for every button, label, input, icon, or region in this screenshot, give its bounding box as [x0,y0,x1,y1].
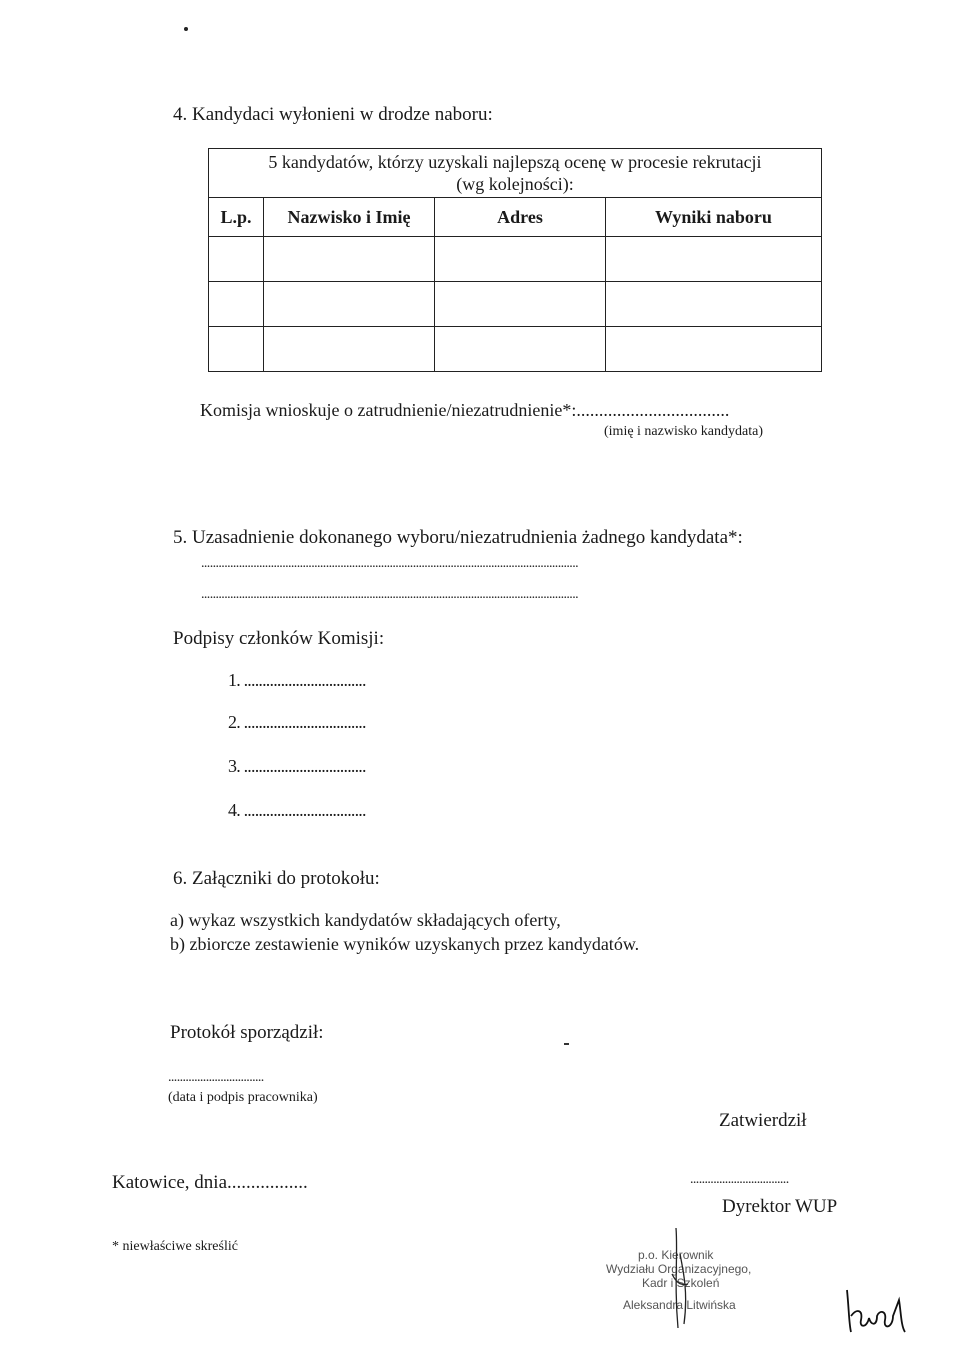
director-signature-dots: .................................. [690,1172,789,1187]
table-cell [264,237,435,282]
city-date: Katowice, dnia................. [112,1172,308,1193]
footnote: * niewłaściwe skreślić [112,1239,238,1254]
table-caption-line-2: (wg kolejności): [456,174,574,194]
justification-line-1: .................................................................................................................................. [201,556,579,571]
stamp-line-1: p.o. Kierownik [638,1248,714,1262]
table-cell [209,327,264,372]
column-header-address: Adres [435,198,606,237]
scan-mark [564,1043,569,1045]
table-row [209,237,822,282]
director-title: Dyrektor WUP [722,1196,838,1217]
section-6-heading: 6. Załączniki do protokołu: [173,868,380,889]
section-5-heading: 5. Uzasadnienie dokonanego wyboru/niezatrudnienia żadnego kandydata*: [173,527,743,548]
signature-line-3: 3. ................................. [228,756,366,776]
director-signature [843,1280,913,1340]
attachment-a: a) wykaz wszystkich kandydatów składających oferty, [170,910,561,930]
table-cell [435,237,606,282]
candidates-table [208,148,822,372]
table-cell [435,327,606,372]
approved-label: Zatwierdził [719,1110,807,1131]
justification-line-2: .................................................................................................................................. [201,587,579,602]
column-header-lp: L.p. [209,198,264,237]
prepared-by-hint: (data i podpis pracownika) [168,1090,318,1105]
signature-line-4: 4. ................................. [228,800,366,820]
recommendation-line: Komisja wnioskuje o zatrudnienie/niezatrudnienie*:.................................. [200,400,730,420]
attachment-b: b) zbiorcze zestawienie wyników uzyskanych przez kandydatów. [170,934,640,954]
scan-dot [184,27,188,31]
table-caption-line-1: 5 kandydatów, którzy uzyskali najlepszą ocenę w procesie rekrutacji [268,152,762,172]
table-cell [435,282,606,327]
signature-line-1: 1. ................................. [228,670,366,690]
table-cell [606,282,822,327]
stamp-signature-scribble [662,1224,702,1334]
table-caption [209,149,822,198]
signatures-label: Podpisy członków Komisji: [173,628,385,649]
section-4-heading: 4. Kandydaci wyłonieni w drodze naboru: [173,104,493,125]
table-cell [606,327,822,372]
signature-line-2: 2. ................................. [228,712,366,732]
prepared-by-dots: ................................. [168,1070,264,1085]
stamp-line-2: Wydziału Organizacyjnego, [606,1262,752,1276]
prepared-by-label: Protokół sporządził: [170,1022,324,1043]
table-cell [264,282,435,327]
table-row [209,282,822,327]
table-header-row [209,198,822,237]
table-cell [264,327,435,372]
column-header-name: Nazwisko i Imię [264,198,435,237]
table-cell [209,282,264,327]
column-header-results: Wyniki naboru [606,198,822,237]
stamp-line-3: Kadr i Szkoleń [642,1276,720,1290]
table-cell [209,237,264,282]
recommendation-hint: (imię i nazwisko kandydata) [604,424,764,439]
table-row [209,327,822,372]
table-cell [606,237,822,282]
stamp-line-4: Aleksandra Litwińska [623,1298,736,1312]
